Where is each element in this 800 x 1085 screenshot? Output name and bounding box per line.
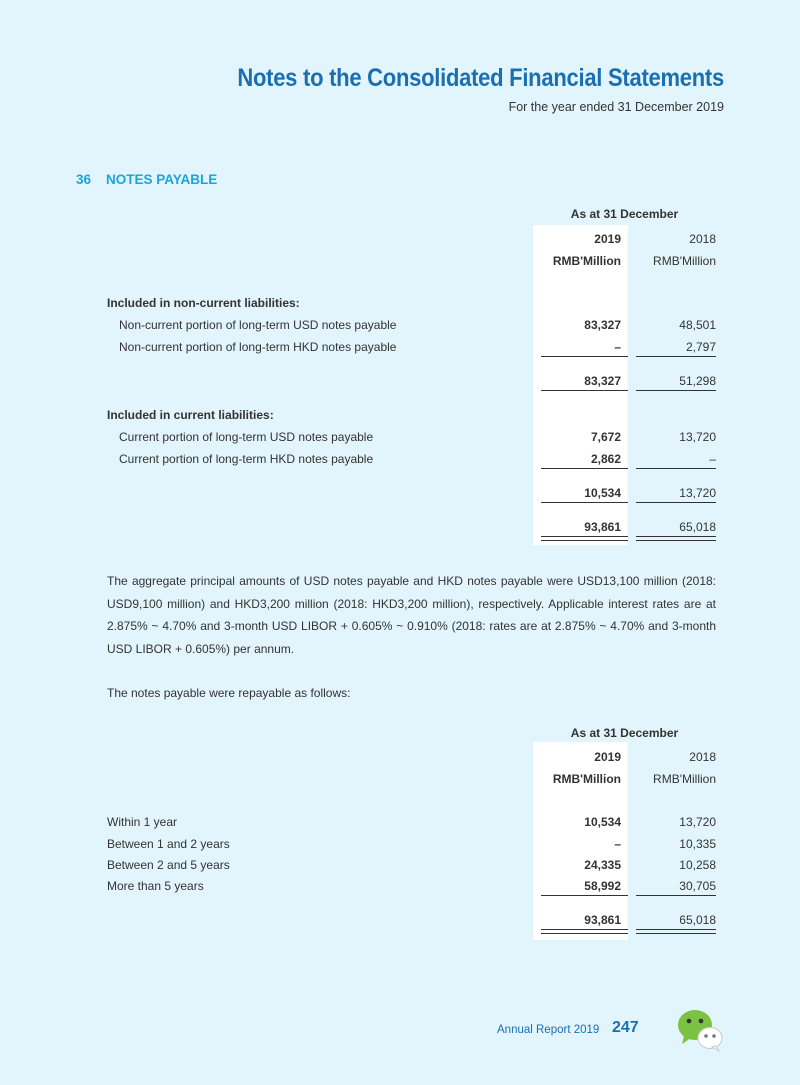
- row-value-2019: 7,672: [590, 430, 621, 444]
- row-label: Current portion of long-term USD notes payable: [119, 430, 374, 444]
- current-heading: Included in current liabilities:: [107, 408, 274, 422]
- row-label: Between 1 and 2 years: [107, 837, 230, 851]
- page-subtitle: For the year ended 31 December 2019: [508, 100, 724, 114]
- page-title: Notes to the Consolidated Financial Statements: [237, 64, 724, 92]
- total-rule-2018: [636, 502, 716, 503]
- row-label: Non-current portion of long-term USD notes payable: [119, 318, 397, 332]
- row-label: Between 2 and 5 years: [107, 858, 230, 872]
- row-value-2019: –: [614, 837, 621, 851]
- double-rule-2018: [636, 929, 716, 934]
- row-value-2019: 83,327: [584, 318, 621, 332]
- table2-as-at-heading: As at 31 December: [570, 726, 679, 740]
- subtotal-rule-2019: [541, 468, 628, 469]
- subtotal-rule-2018: [636, 356, 716, 357]
- row-value-2018: 13,720: [679, 815, 716, 829]
- subtotal-rule-2018: [636, 895, 716, 896]
- current-total-2018: 13,720: [679, 486, 716, 500]
- noncurrent-heading: Included in non-current liabilities:: [107, 296, 300, 310]
- footer-page-number: 247: [612, 1019, 639, 1036]
- subtotal-rule-2019: [541, 356, 628, 357]
- subtotal-rule-2019: [541, 895, 628, 896]
- repayable-intro: The notes payable were repayable as follows:: [107, 686, 351, 700]
- total-rule-2019: [541, 502, 628, 503]
- row-value-2018: 2,797: [685, 340, 716, 354]
- footer-report-label: Annual Report 2019: [497, 1024, 600, 1036]
- subtotal-rule-2018: [636, 468, 716, 469]
- grand-total-2018: 65,018: [679, 520, 716, 534]
- table2-total-2018: 65,018: [679, 913, 716, 927]
- noncurrent-total-2019: 83,327: [584, 374, 621, 388]
- table1-unit-2019: RMB'Million: [552, 254, 621, 268]
- row-value-2018: 10,258: [679, 858, 716, 872]
- table1-as-at-heading: As at 31 December: [570, 207, 679, 221]
- row-value-2018: –: [709, 452, 716, 466]
- table2-unit-2018: RMB'Million: [653, 772, 716, 786]
- table2-col-2018: 2018: [689, 750, 716, 764]
- table2-col-2019: 2019: [594, 750, 621, 764]
- row-value-2018: 13,720: [679, 430, 716, 444]
- row-label: Non-current portion of long-term HKD notes payable: [119, 340, 397, 354]
- noncurrent-total-2018: 51,298: [679, 374, 716, 388]
- row-label: Within 1 year: [107, 815, 178, 829]
- row-value-2018: 48,501: [679, 318, 716, 332]
- section-title: NOTES PAYABLE: [106, 172, 218, 187]
- row-value-2018: 10,335: [679, 837, 716, 851]
- row-value-2019: 2,862: [590, 452, 621, 466]
- table1-unit-2018: RMB'Million: [653, 254, 716, 268]
- current-total-2019: 10,534: [584, 486, 621, 500]
- grand-total-2019: 93,861: [584, 520, 621, 534]
- double-rule-2018: [636, 536, 716, 541]
- row-value-2019: 10,534: [584, 815, 621, 829]
- body-text: The aggregate principal amounts of USD notes payable and HKD notes payable were USD13,100 million (2018: USD9,100 million) and HKD3,200 million (2018: HKD3,200 million), respectively. Applicable interest rates are at 2.875% ~ 4.70% and 3-month USD LIBOR + 0.605% ~ 0.910% (2018: rates are at 2.875% ~ 4.70% and 3-month USD LIBOR + 0.605%) per annum.: [107, 574, 716, 656]
- row-label: Current portion of long-term HKD notes payable: [119, 452, 374, 466]
- row-value-2019: 58,992: [584, 879, 621, 893]
- row-value-2019: 24,335: [584, 858, 621, 872]
- row-value-2018: 30,705: [679, 879, 716, 893]
- notes-description-paragraph: [107, 570, 716, 705]
- table1-col-2019: 2019: [594, 232, 621, 246]
- wechat-logo-icon: [676, 1008, 724, 1057]
- double-rule-2019: [541, 929, 628, 934]
- section-heading: [76, 172, 217, 187]
- section-number: 36: [76, 172, 92, 187]
- table2-total-2019: 93,861: [584, 913, 621, 927]
- table1-col-2018: 2018: [689, 232, 716, 246]
- row-label: More than 5 years: [107, 879, 204, 893]
- total-rule-2018: [636, 390, 716, 391]
- total-rule-2019: [541, 390, 628, 391]
- double-rule-2019: [541, 536, 628, 541]
- table2-unit-2019: RMB'Million: [552, 772, 621, 786]
- row-value-2019: –: [614, 340, 621, 354]
